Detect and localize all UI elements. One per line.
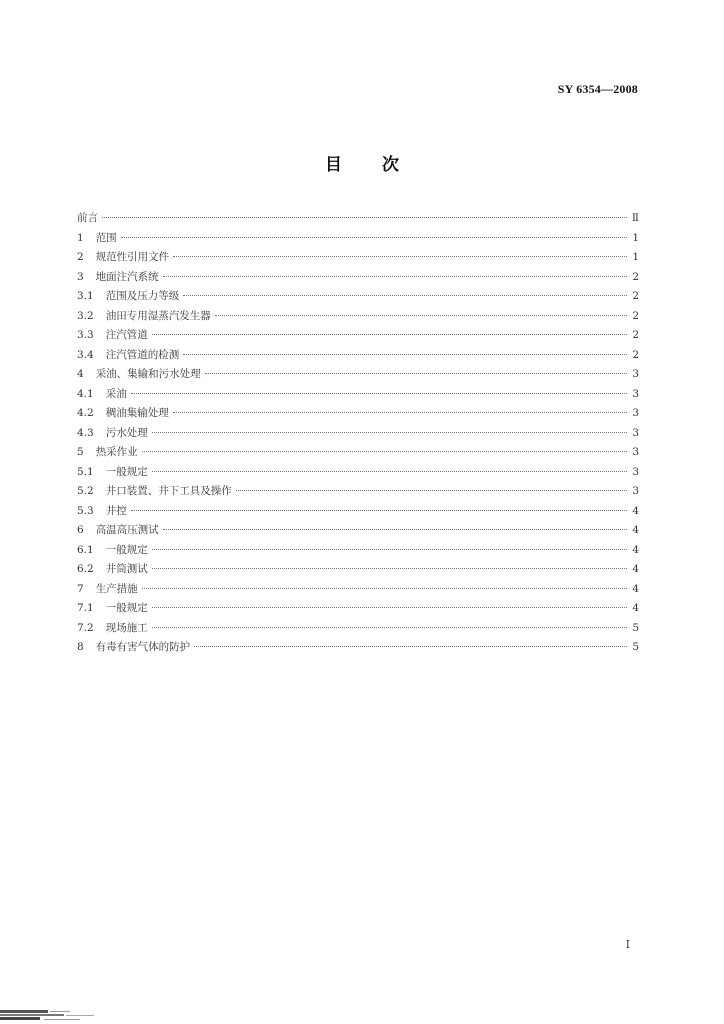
toc-entry-title: 井口装置、井下工具及操作	[105, 485, 232, 497]
toc-entry[interactable]	[77, 346, 639, 366]
toc-dot-leader	[152, 432, 627, 433]
toc-entry-number: 3.4	[77, 348, 94, 361]
toc-entry-page: 2	[632, 290, 639, 302]
toc-entry-title: 热采作业	[95, 446, 138, 458]
toc-entry-number: 6	[77, 524, 84, 536]
toc-dot-leader	[205, 373, 627, 374]
toc-entry-page: 3	[632, 485, 639, 497]
toc-dot-leader	[142, 588, 627, 589]
toc-entry-title: 前言	[77, 212, 98, 224]
toc-entry-title: 井筒测试	[105, 563, 148, 575]
toc-entry-title: 规范性引用文件	[95, 251, 170, 263]
toc-entry-title: 一般规定	[105, 465, 148, 478]
toc-entry-title: 范围及压力等级	[105, 290, 180, 302]
toc-entry-page: 5	[632, 641, 639, 653]
toc-entry[interactable]	[77, 580, 639, 600]
toc-dot-leader	[173, 256, 627, 257]
toc-entry[interactable]	[77, 229, 639, 249]
toc-entry-number: 4	[77, 368, 84, 380]
toc-entry-number: 7.2	[77, 621, 94, 634]
toc-entry-page: 2	[632, 270, 639, 283]
toc-entry-page: 4	[632, 524, 639, 536]
toc-dot-leader	[163, 276, 627, 277]
toc-entry[interactable]	[77, 268, 639, 288]
page-title	[0, 150, 724, 175]
toc-entry[interactable]	[77, 541, 639, 561]
toc-entry-number: 5.3	[77, 504, 94, 517]
toc-entry-number: 6.2	[77, 563, 94, 575]
toc-entry-number: 4.3	[77, 426, 94, 439]
toc-entry[interactable]	[77, 560, 639, 580]
toc-entry-number: 5.2	[77, 485, 94, 497]
toc-entry-title: 井控	[105, 504, 127, 517]
toc-dot-leader	[236, 490, 627, 491]
toc-entry[interactable]	[77, 619, 639, 639]
toc-dot-leader	[194, 646, 627, 647]
toc-entry-page: 2	[632, 348, 639, 361]
toc-dot-leader	[152, 627, 627, 628]
title-char-1: 目	[325, 155, 342, 175]
toc-entry[interactable]	[77, 521, 639, 541]
toc-entry-number: 5	[77, 446, 84, 458]
toc-dot-leader	[131, 510, 627, 511]
toc-entry-page: 3	[632, 368, 639, 380]
toc-entry-title: 一般规定	[105, 602, 148, 614]
toc-dot-leader	[173, 412, 627, 413]
toc-dot-leader	[183, 295, 627, 296]
toc-entry-title: 生产措施	[95, 582, 138, 595]
toc-entry[interactable]	[77, 424, 639, 444]
toc-entry-title: 污水处理	[105, 426, 148, 439]
toc-entry-number: 8	[77, 641, 84, 653]
toc-dot-leader	[131, 393, 627, 394]
toc-dot-leader	[152, 334, 627, 335]
toc-entry-page: 1	[632, 231, 639, 244]
toc-entry-title: 注汽管道的检测	[105, 348, 180, 361]
toc-entry-title: 地面注汽系统	[95, 270, 159, 283]
toc-entry[interactable]	[77, 248, 639, 268]
toc-entry-title: 一般规定	[105, 543, 148, 556]
toc-entry-number: 3.2	[77, 309, 94, 322]
toc-entry-page: 3	[632, 387, 639, 400]
toc-dot-leader	[152, 607, 627, 608]
toc-dot-leader	[121, 237, 627, 238]
toc-entry-page: 4	[632, 563, 639, 575]
page-number: Ⅰ	[625, 938, 630, 951]
toc-dot-leader	[163, 529, 627, 530]
toc-entry-title: 范围	[95, 231, 117, 244]
toc-entry-page: 2	[632, 329, 639, 341]
toc-entry-page: 3	[632, 465, 639, 478]
toc-dot-leader	[183, 354, 627, 355]
toc-entry-title: 油田专用湿蒸汽发生器	[105, 309, 211, 322]
toc-entry-number: 7.1	[77, 602, 94, 614]
toc-entry-page: 4	[632, 602, 639, 614]
toc-entry-title: 高温高压测试	[95, 524, 159, 536]
toc-entry-page: 4	[632, 543, 639, 556]
toc-entry[interactable]	[77, 463, 639, 483]
toc-entry[interactable]	[77, 502, 639, 522]
toc-entry[interactable]	[77, 404, 639, 424]
toc-entry-title: 稠油集输处理	[105, 407, 169, 419]
scan-artifact	[0, 1002, 100, 1024]
toc-entry-page: 3	[632, 446, 639, 458]
toc-entry-number: 7	[77, 582, 84, 595]
toc-entry[interactable]	[77, 287, 639, 307]
toc-entry[interactable]	[77, 209, 639, 229]
toc-entry[interactable]	[77, 365, 639, 385]
toc-entry-number: 3	[77, 270, 84, 283]
toc-dot-leader	[152, 471, 627, 472]
toc-entry-title: 采油	[105, 387, 127, 400]
toc-entry[interactable]	[77, 385, 639, 405]
toc-entry-number: 3.3	[77, 329, 94, 341]
toc-entry-number: 5.1	[77, 465, 94, 478]
toc-entry-title: 采油、集输和污水处理	[95, 368, 201, 380]
toc-entry-number: 4.1	[77, 387, 94, 400]
toc-entry-page: 3	[632, 407, 639, 419]
toc-dot-leader	[152, 568, 627, 569]
toc-entry[interactable]	[77, 638, 639, 658]
table-of-contents	[77, 209, 639, 658]
toc-entry-page: Ⅱ	[631, 212, 639, 224]
toc-entry-page: 2	[632, 309, 639, 322]
toc-dot-leader	[215, 315, 627, 316]
toc-entry-page: 3	[632, 426, 639, 439]
toc-entry-number: 3.1	[77, 290, 94, 302]
toc-entry[interactable]	[77, 326, 639, 346]
toc-entry-title: 现场施工	[105, 621, 148, 634]
toc-dot-leader	[102, 217, 627, 218]
toc-entry[interactable]	[77, 482, 639, 502]
toc-entry-number: 6.1	[77, 543, 94, 556]
toc-entry-title: 有毒有害气体的防护	[95, 641, 191, 653]
toc-entry[interactable]	[77, 443, 639, 463]
toc-entry-page: 4	[632, 582, 639, 595]
toc-entry-number: 1	[77, 231, 84, 244]
toc-entry-title: 注汽管道	[105, 329, 148, 341]
toc-entry-page: 1	[632, 251, 639, 263]
toc-entry-number: 4.2	[77, 407, 94, 419]
title-char-2: 次	[382, 155, 399, 175]
toc-entry[interactable]	[77, 599, 639, 619]
toc-dot-leader	[142, 451, 627, 452]
toc-entry-number: 2	[77, 251, 84, 263]
toc-entry[interactable]	[77, 307, 639, 327]
toc-dot-leader	[152, 549, 627, 550]
toc-entry-page: 4	[632, 504, 639, 517]
toc-entry-page: 5	[632, 621, 639, 634]
standard-number: SY 6354—2008	[557, 82, 638, 96]
